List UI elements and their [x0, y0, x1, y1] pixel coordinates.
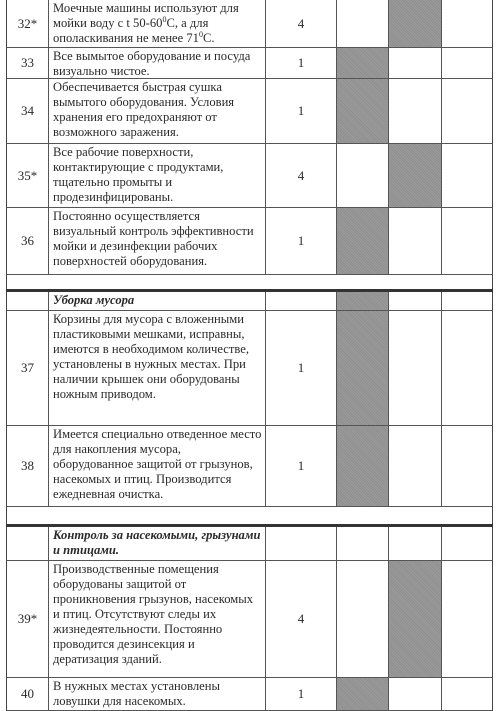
answer-cell-c	[442, 0, 493, 47]
answer-cell-c	[442, 311, 493, 425]
row-text: Производственные помещения оборудованы защитой от проникновения грызунов, насекомых и птиц. Отсутствуют следы их жизнедеятельности. Постоянно проводится дезинсекция и дератизация зданий.	[49, 561, 266, 677]
row-text: Корзины для мусора с вложенными пластиковыми мешками, исправны, имеются в необходимом количестве, установлены в нужных местах. При наличии крышек они оборудованы ножным приводом.	[49, 311, 266, 425]
answer-cell-a	[337, 79, 389, 143]
answer-cell-c	[442, 561, 493, 677]
row-score: 1	[266, 48, 337, 78]
answer-cell-a	[337, 144, 389, 207]
row-score: 4	[266, 144, 337, 207]
row-text: Обеспечивается быстрая сушка вымытого оборудования. Условия хранения его предохраняют от возможного заражения.	[49, 79, 266, 143]
answer-cell-c	[442, 208, 493, 274]
row-number: 37	[7, 311, 49, 425]
section-title-waste: Уборка мусора	[49, 292, 266, 310]
table-row	[6, 48, 493, 79]
row-text: Имеется специально отведенное место для накопления мусора, оборудованное защитой от грызунов, насекомых и птиц. Производится ежедневная очистка.	[49, 426, 266, 506]
answer-cell-a	[337, 311, 389, 425]
row-score: 1	[266, 79, 337, 143]
answer-cell-c	[442, 678, 493, 710]
row-number: 32*	[7, 0, 49, 47]
table-row	[6, 561, 493, 678]
answer-cell-c	[442, 426, 493, 506]
answer-cell-a	[337, 48, 389, 78]
answer-cell-c	[442, 79, 493, 143]
row-text: Моечные машины используют для мойки воду с t $50-60^0С$, а для ополаскивания не менее $71^0С$.	[49, 0, 266, 47]
answer-cell-b	[389, 208, 442, 274]
row-number: 40	[7, 678, 49, 710]
answer-cell-a	[337, 426, 389, 506]
table-row	[6, 678, 493, 711]
table-row	[6, 208, 493, 275]
row-score: 4	[266, 561, 337, 677]
answer-cell-b	[389, 144, 442, 207]
row-score: 4	[266, 0, 337, 47]
answer-cell-b	[389, 426, 442, 506]
row-score: 1	[266, 426, 337, 506]
row-score: 1	[266, 208, 337, 274]
answer-cell-a	[337, 678, 389, 710]
section-header-row	[6, 292, 493, 311]
table-row	[6, 311, 493, 426]
section-title-pests: Контроль за насекомыми, грызунами и птицами.	[49, 527, 266, 560]
row-score: 1	[266, 678, 337, 710]
row-number: 33	[7, 48, 49, 78]
row-text: Постоянно осуществляется визуальный контроль эффективности мойки и дезинфекции рабочих поверхностей оборудования.	[49, 208, 266, 274]
row-number: 36	[7, 208, 49, 274]
table-row	[6, 0, 493, 48]
section-header-row	[6, 527, 493, 561]
answer-cell-b	[389, 48, 442, 78]
answer-cell-a	[337, 0, 389, 47]
answer-cell-b	[389, 0, 442, 47]
table-row	[6, 426, 493, 507]
row-number: 34	[7, 79, 49, 143]
answer-cell-b	[389, 311, 442, 425]
row-score: 1	[266, 311, 337, 425]
row-number: 38	[7, 426, 49, 506]
row-text: В нужных местах установлены ловушки для насекомых.	[49, 678, 266, 710]
row-number: 35*	[7, 144, 49, 207]
answer-cell-a	[337, 561, 389, 677]
answer-cell-c	[442, 48, 493, 78]
spacer-row	[6, 507, 493, 524]
row-text: Все рабочие поверхности, контактирующие с продуктами, тщательно промыты и продезинфицированы.	[49, 144, 266, 207]
answer-cell-b	[389, 79, 442, 143]
row-text: Все вымытое оборудование и посуда визуально чистое.	[49, 48, 266, 78]
answer-cell-c	[442, 144, 493, 207]
table-row	[6, 79, 493, 144]
row-number: 39*	[7, 561, 49, 677]
answer-cell-a	[337, 208, 389, 274]
table-row	[6, 144, 493, 208]
spacer-row	[6, 275, 493, 289]
answer-cell-b	[389, 561, 442, 677]
answer-cell-b	[389, 678, 442, 710]
